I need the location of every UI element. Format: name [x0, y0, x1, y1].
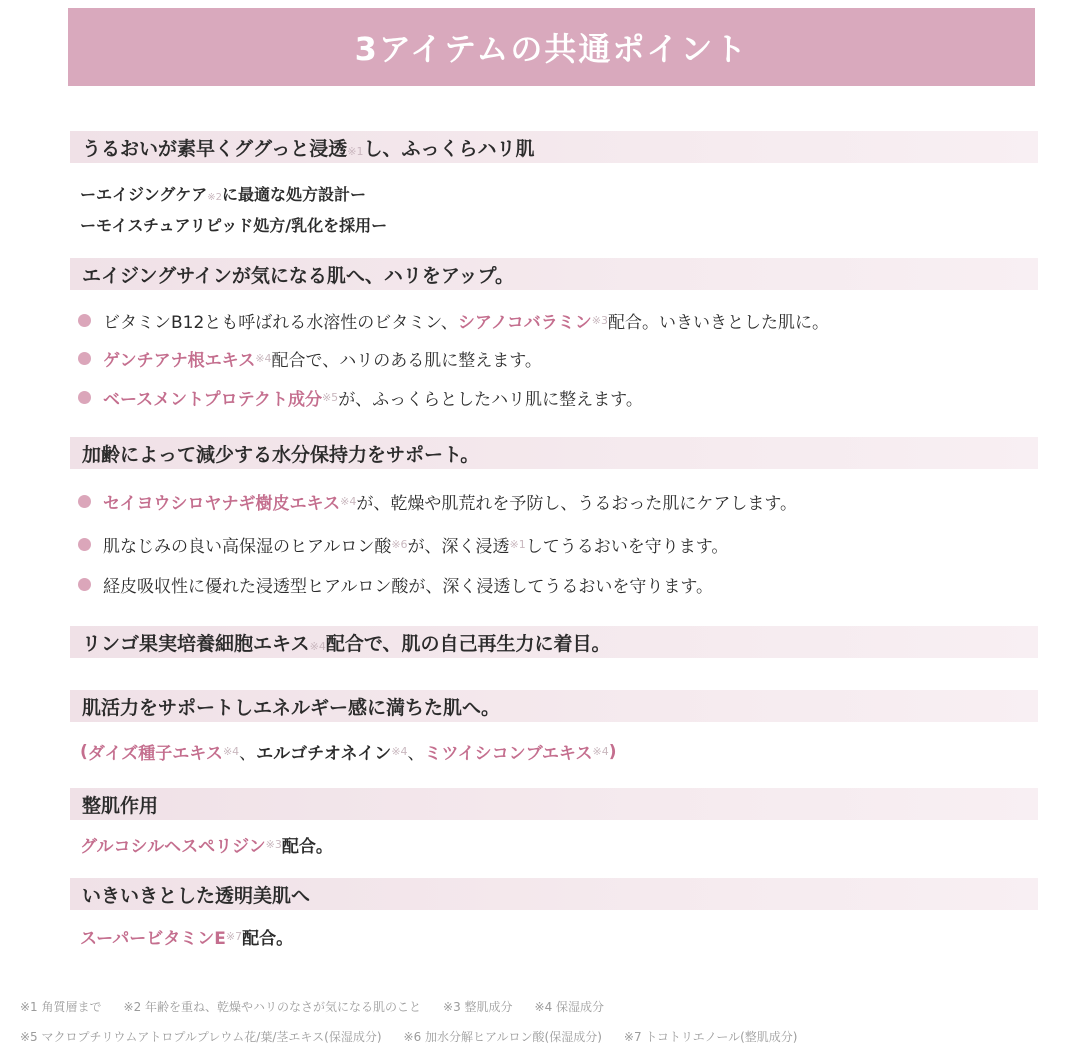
footnote-ref: ※2	[207, 192, 223, 203]
footnote-ref: ※4	[592, 745, 609, 758]
section-title-tail: 配合で、肌の自己再生力に着目。	[325, 632, 611, 655]
footnote: ※7 トコトリエノール(整肌成分)	[623, 1030, 798, 1044]
section-title-text: うるおいが素早くググっと浸透	[82, 137, 348, 160]
ingredient-name: ダイズ種子エキス	[87, 744, 223, 764]
item-text: してうるおいを守ります。	[525, 537, 729, 557]
footnote: ※6 加水分解ヒアルロン酸(保湿成分)	[403, 1030, 602, 1044]
ingredient-name: グルコシルヘスペリジン	[80, 837, 266, 857]
ingredient-name: セイヨウシロヤナギ樹皮エキス	[103, 494, 341, 514]
footnote-ref: ※4	[340, 495, 357, 508]
ingredient-list	[80, 739, 617, 764]
section-title	[82, 134, 534, 161]
section-header-4	[70, 626, 1038, 658]
section-title: 整肌作用	[82, 794, 159, 817]
footnote-ref: ※3	[591, 314, 608, 327]
item-text: 配合。	[242, 929, 294, 949]
title-banner	[68, 8, 1035, 86]
section-header-1	[70, 131, 1038, 163]
footnote-ref: ※1	[347, 144, 364, 158]
item-text: 配合。	[281, 837, 333, 857]
footnote-ref: ※4	[391, 745, 408, 758]
paren-open: (	[80, 741, 88, 762]
ingredient-name: スーパービタミンE	[80, 929, 226, 949]
footnote-ref: ※4	[222, 745, 240, 758]
footnote: ※1 角質層まで	[20, 1000, 102, 1014]
ingredient-line	[80, 924, 293, 949]
paren-close: )	[608, 741, 617, 762]
footnote-ref: ※1	[509, 538, 526, 551]
feature-text: ーモイスチュアリピッド処方/乳化を採用ー	[80, 216, 388, 235]
list-item	[78, 308, 829, 333]
list-item	[78, 532, 728, 557]
bullet-icon	[78, 314, 91, 327]
section-header-5	[70, 690, 1038, 722]
feature-text: ーエイジングケア	[80, 185, 208, 204]
footnote-ref: ※4	[309, 639, 326, 653]
section-title	[82, 629, 610, 656]
footnote-ref: ※4	[255, 352, 272, 365]
list-item	[78, 346, 542, 371]
item-text: が、乾燥や肌荒れを予防し、うるおった肌にケアします。	[356, 494, 798, 514]
footnote: ※5 マクロプチリウムアトロプルプレウム花/葉/茎エキス(保湿成分)	[20, 1030, 382, 1044]
item-text: が、ふっくらとしたハリ肌に整えます。	[338, 390, 643, 410]
item-text: ビタミンB12とも呼ばれる水溶性のビタミン、	[103, 313, 458, 333]
ingredient-name: エルゴチオネイン	[256, 744, 392, 764]
section-title: いきいきとした透明美肌へ	[82, 884, 311, 907]
bullet-icon	[78, 391, 91, 404]
item-text: 配合。いきいきとした肌に。	[607, 313, 829, 333]
feature-line	[80, 213, 387, 236]
footnote-ref: ※6	[391, 538, 408, 551]
footnote-ref: ※3	[265, 838, 282, 851]
footnote: ※2 年齢を重ね、乾燥やハリのなさが気になる肌のこと	[123, 1000, 422, 1014]
ingredient-name: ベースメントプロテクト成分	[103, 390, 322, 410]
list-item	[78, 489, 797, 514]
footnote: ※3 整肌成分	[443, 1000, 513, 1014]
separator: 、	[407, 744, 425, 764]
item-text: 肌なじみの良い高保湿のヒアルロン酸	[103, 537, 392, 557]
bullet-icon	[78, 352, 91, 365]
feature-line	[80, 182, 366, 205]
item-text: 経皮吸収性に優れた浸透型ヒアルロン酸が、深く浸透してうるおいを守ります。	[103, 577, 713, 597]
item-text: 配合で、ハリのある肌に整えます。	[271, 351, 542, 371]
section-title: 加齢によって減少する水分保持力をサポート。	[82, 443, 480, 466]
ingredient-name: ミツイシコンブエキス	[424, 744, 593, 764]
footnotes-row-2	[20, 1028, 797, 1045]
separator: 、	[239, 744, 257, 764]
footnotes-row-1	[20, 998, 604, 1015]
bullet-icon	[78, 578, 91, 591]
footnote-ref: ※5	[321, 391, 339, 404]
list-item	[78, 572, 713, 597]
section-title: 肌活力をサポートしエネルギー感に満ちた肌へ。	[82, 696, 501, 719]
section-title-text: リンゴ果実培養細胞エキス	[82, 632, 310, 655]
section-header-7	[70, 878, 1038, 910]
section-header-6	[70, 788, 1038, 820]
section-title-tail: し、ふっくらハリ肌	[363, 137, 535, 160]
footnote: ※4 保湿成分	[534, 1000, 605, 1014]
page-title: 3アイテムの共通ポイント	[354, 30, 749, 68]
ingredient-line	[80, 832, 333, 857]
section-header-3	[70, 437, 1038, 469]
ingredient-name: シアノコバラミン	[457, 313, 592, 333]
section-title: エイジングサインが気になる肌へ、ハリをアップ。	[82, 264, 514, 287]
footnote-ref: ※7	[225, 930, 243, 943]
section-header-2	[70, 258, 1038, 290]
bullet-icon	[78, 495, 91, 508]
list-item	[78, 385, 643, 410]
bullet-icon	[78, 538, 91, 551]
ingredient-name: ゲンチアナ根エキス	[103, 351, 256, 371]
feature-text: に最適な処方設計ー	[222, 185, 367, 204]
item-text: が、深く浸透	[407, 537, 510, 557]
